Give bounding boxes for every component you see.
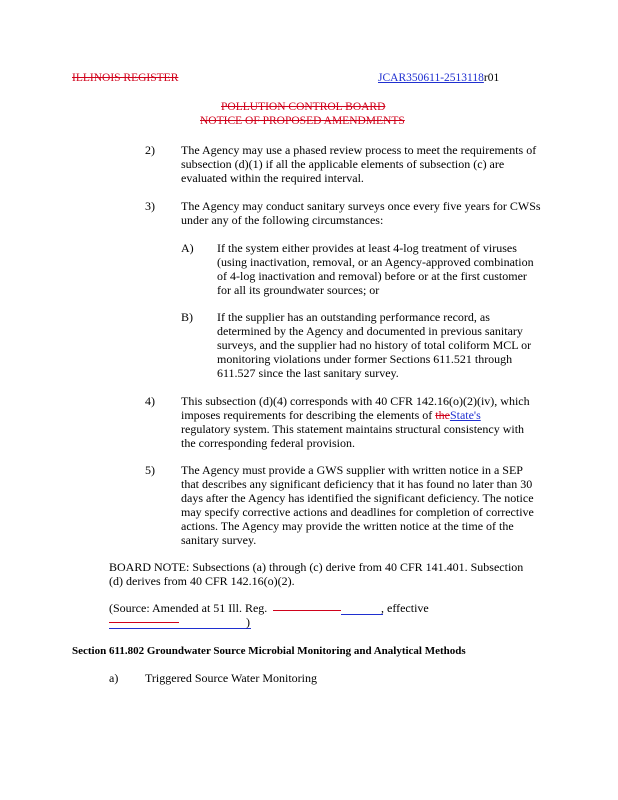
item-5-line: may specify corrective actions and deadlines for completion of corrective — [181, 505, 534, 519]
item-3-line: The Agency may conduct sanitary surveys once every five years for CWSs — [181, 199, 541, 213]
jcar-code-number: JCAR350611-2513118 — [378, 72, 484, 84]
jcar-code-suffix: r01 — [483, 72, 500, 84]
board-note — [109, 560, 523, 588]
deleted-date-line — [109, 622, 179, 623]
notice-title: NOTICE OF PROPOSED AMENDMENTS — [200, 115, 405, 127]
board-name: POLLUTION CONTROL BOARD — [221, 101, 386, 113]
source-note: (Source: Amended at 51 Ill. Reg. — [109, 601, 268, 615]
item-4-line — [181, 408, 530, 422]
item-3-number: 3) — [145, 199, 155, 213]
subitem-b-line: monitoring violations under former Sections 611.521 through — [217, 352, 513, 366]
item-3-line: under any of the following circumstances: — [181, 213, 384, 227]
subitem-b-line: surveys, and the supplier had no history of total coliform MCL or — [217, 338, 532, 352]
item-4-line: This subsection (d)(4) corresponds with 40 CFR 142.16(o)(2)(iv), which — [181, 394, 530, 408]
item-2-line: subsection (d)(1) if all the applicable elements of subsection (c) are — [181, 157, 505, 171]
board-note-line: (d) derives from 40 CFR 142.16(o)(2). — [109, 574, 295, 588]
item-2-text — [181, 143, 536, 185]
item-5-line: actions. The Agency may provide the written notice at the time of the — [181, 519, 514, 533]
item-4-line2-text: imposes requirements for describing the elements of — [181, 408, 436, 422]
item-5-number: 5) — [145, 463, 155, 477]
board-note-line: BOARD NOTE: Subsections (a) through (c) derive from 40 CFR 141.401. Subsection — [109, 560, 524, 574]
item-4-line: the corresponding federal provision. — [181, 436, 355, 450]
section-heading: Section 611.802 Groundwater Source Microbial Monitoring and Analytical Methods — [72, 645, 466, 657]
item-2-line: The Agency may use a phased review process to meet the requirements of — [181, 143, 537, 157]
source-close-paren: ) — [246, 615, 250, 629]
item-5-text — [181, 463, 534, 547]
subitem-b-text — [217, 310, 531, 380]
register-header: ILLINOIS REGISTER — [72, 72, 179, 84]
deleted-blank-line — [273, 610, 341, 611]
item-5-line: sanitary survey. — [181, 533, 257, 547]
item-4-line: regulatory system. This statement maintains structural consistency with — [181, 422, 525, 436]
inserted-text: State's — [449, 408, 481, 422]
subitem-b-line: 611.527 since the last sanitary survey. — [217, 366, 399, 380]
inserted-blank-line — [341, 614, 383, 615]
subitem-a-line: of 4-log inactivation and removal) before or at the first customer — [217, 269, 527, 283]
subitem-b-line: If the supplier has an outstanding performance record, as — [217, 310, 490, 324]
item-3-text — [181, 199, 541, 227]
source-effective: , effective — [381, 601, 429, 615]
item-5-line: days after the Agency has identified the significant deficiency. The notice — [181, 491, 534, 505]
item-5-line: The Agency must provide a GWS supplier with written notice in a SEP — [181, 463, 523, 477]
subsection-a-number: a) — [109, 671, 119, 685]
item-2-line: evaluated within the required interval. — [181, 171, 364, 185]
item-2-number: 2) — [145, 143, 155, 157]
subitem-a-line: If the system either provides at least 4-log treatment of viruses — [217, 241, 517, 255]
item-4-number: 4) — [145, 394, 155, 408]
jcar-code — [378, 72, 499, 84]
subitem-a-line: for all its groundwater sources; or — [217, 283, 380, 297]
subitem-b-line: determined by the Agency and documented in previous sanitary — [217, 324, 523, 338]
subsection-a-heading: Triggered Source Water Monitoring — [145, 671, 318, 685]
deleted-text: the — [435, 408, 450, 422]
subitem-b-number: B) — [181, 310, 193, 324]
subitem-a-line: (using inactivation, removal, or an Agency-approved combination — [217, 255, 534, 269]
subitem-a-text — [217, 241, 534, 297]
inserted-date-line — [109, 628, 251, 629]
item-5-line: that describes any significant deficiency that it has found no later than 30 — [181, 477, 533, 491]
subitem-a-number: A) — [181, 241, 194, 255]
item-4-text — [181, 394, 530, 450]
